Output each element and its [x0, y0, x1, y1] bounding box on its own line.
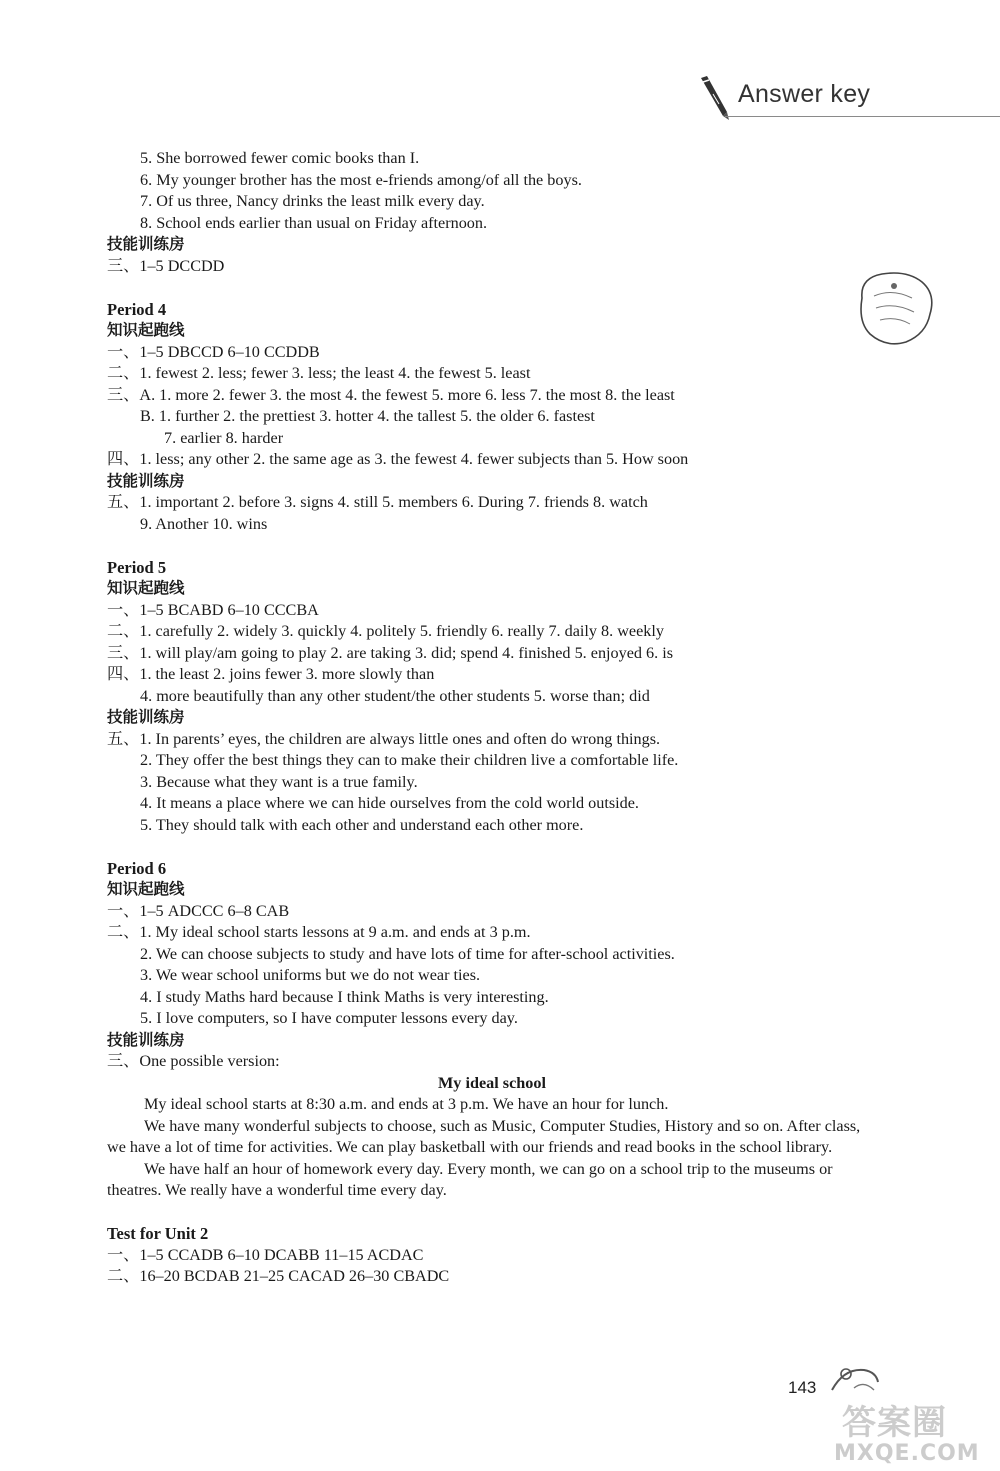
section-gap [107, 1202, 887, 1224]
section-heading: Period 4 [107, 299, 167, 319]
answer-line: 一、1–5 ADCCC 6–8 CAB [107, 901, 290, 920]
answer-line: 三、A. 1. more 2. fewer 3. the most 4. the fewest 5. more 6. less 7. the most 8. the least [107, 385, 675, 404]
answer-line: 3. We wear school uniforms but we do not wear ties. [140, 966, 481, 984]
answer-line: 三、1. will play/am going to play 2. are taking 3. did; spend 4. finished 5. enjoyed 6. is [107, 643, 674, 662]
answer-line: B. 1. further 2. the prettiest 3. hotter 4. the tallest 5. the older 6. fastest [140, 407, 595, 425]
answer-line: 7. earlier 8. harder [164, 428, 284, 447]
page-header [695, 72, 1000, 124]
answer-line: 一、1–5 BCABD 6–10 CCCBA [107, 600, 319, 619]
section-heading: Test for Unit 2 [107, 1224, 209, 1243]
subsection-label: 知识起跑线 [107, 880, 185, 898]
header-rule [725, 116, 1000, 117]
subsection-label: 技能训练房 [107, 708, 185, 726]
page-number: 143 [788, 1378, 817, 1397]
answer-line: 二、1. fewest 2. less; fewer 3. less; the least 4. the fewest 5. least [107, 364, 531, 382]
corner-decoration-icon [824, 1360, 884, 1400]
answer-line: 一、1–5 CCADB 6–10 DCABB 11–15 ACDAC [107, 1245, 424, 1264]
subsection-label: 知识起跑线 [107, 579, 185, 597]
answer-line: 二、1. My ideal school starts lessons at 9 a.m. and ends at 3 p.m. [107, 923, 531, 941]
answer-content [107, 148, 887, 1288]
answer-line: 4. more beautifully than any other student/the other students 5. worse than; did [140, 686, 650, 705]
watermark-top: 答案圈 [842, 1403, 947, 1443]
answer-line: 三、One possible version: [107, 1052, 280, 1070]
answer-line: 五、1. In parents’ eyes, the children are always little ones and often do wrong things. [107, 729, 661, 748]
subsection-label: 技能训练房 [107, 1030, 185, 1049]
answer-line: 三、1–5 DCCDD [107, 256, 225, 275]
answer-line: 5. I love computers, so I have computer lessons every day. [140, 1009, 518, 1027]
answer-line: 9. Another 10. wins [140, 514, 268, 533]
answer-line: 6. My younger brother has the most e-friends among/of all the boys. [140, 170, 582, 189]
essay-title: My ideal school [438, 1073, 546, 1092]
answer-line: 四、1. less; any other 2. the same age as 3. the fewest 4. fewer subjects than 5. How soon [107, 450, 689, 468]
answer-line: 3. Because what they want is a true family. [140, 772, 418, 791]
section-gap [107, 836, 887, 858]
answer-line: 7. Of us three, Nancy drinks the least milk every day. [140, 192, 485, 210]
subsection-label: 技能训练房 [107, 235, 185, 253]
answer-line: 4. It means a place where we can hide ourselves from the cold world outside. [140, 794, 639, 812]
watermark [830, 1395, 1000, 1471]
subsection-label: 技能训练房 [107, 471, 185, 490]
section-gap [107, 277, 887, 299]
pen-icon [695, 74, 735, 122]
answer-line: 2. We can choose subjects to study and have lots of time for after-school activities. [140, 944, 675, 963]
section-heading: Period 5 [107, 557, 167, 577]
answer-line: 8. School ends earlier than usual on Friday afternoon. [140, 213, 488, 232]
section-gap [107, 535, 887, 557]
answer-line: 五、1. important 2. before 3. signs 4. still 5. members 6. During 7. friends 8. watch [107, 493, 648, 511]
essay-paragraph: My ideal school starts at 8:30 a.m. and ends at 3 p.m. We have an hour for lunch. [144, 1095, 669, 1113]
essay-paragraph: We have many wonderful subjects to choose, such as Music, Computer Studies, History and so on. After class, we have a lot of time for activities. We can play basketball with our friends and read books in the school library. [107, 1116, 861, 1156]
answer-line: 5. They should talk with each other and understand each other more. [140, 815, 584, 834]
answer-line: 4. I study Maths hard because I think Maths is very interesting. [140, 987, 549, 1006]
answer-line: 5. She borrowed fewer comic books than I. [140, 149, 420, 167]
watermark-bottom: MXQE.COM [834, 1441, 980, 1466]
section-heading: Period 6 [107, 858, 167, 878]
answer-line: 二、1. carefully 2. widely 3. quickly 4. politely 5. friendly 6. really 7. daily 8. weekly [107, 622, 664, 640]
answer-line: 四、1. the least 2. joins fewer 3. more slowly than [107, 665, 435, 683]
answer-line: 2. They offer the best things they can to make their children live a comfortable life. [140, 751, 679, 769]
answer-line: 一、1–5 DBCCD 6–10 CCDDB [107, 342, 320, 361]
essay-paragraph: We have half an hour of homework every day. Every month, we can go on a school trip to the museums or theatres. We really have a wonderful time every day. [107, 1159, 833, 1199]
header-title: Answer key [738, 80, 871, 108]
answer-line: 二、16–20 BCDAB 21–25 CACAD 26–30 CBADC [107, 1267, 450, 1285]
subsection-label: 知识起跑线 [107, 321, 185, 339]
